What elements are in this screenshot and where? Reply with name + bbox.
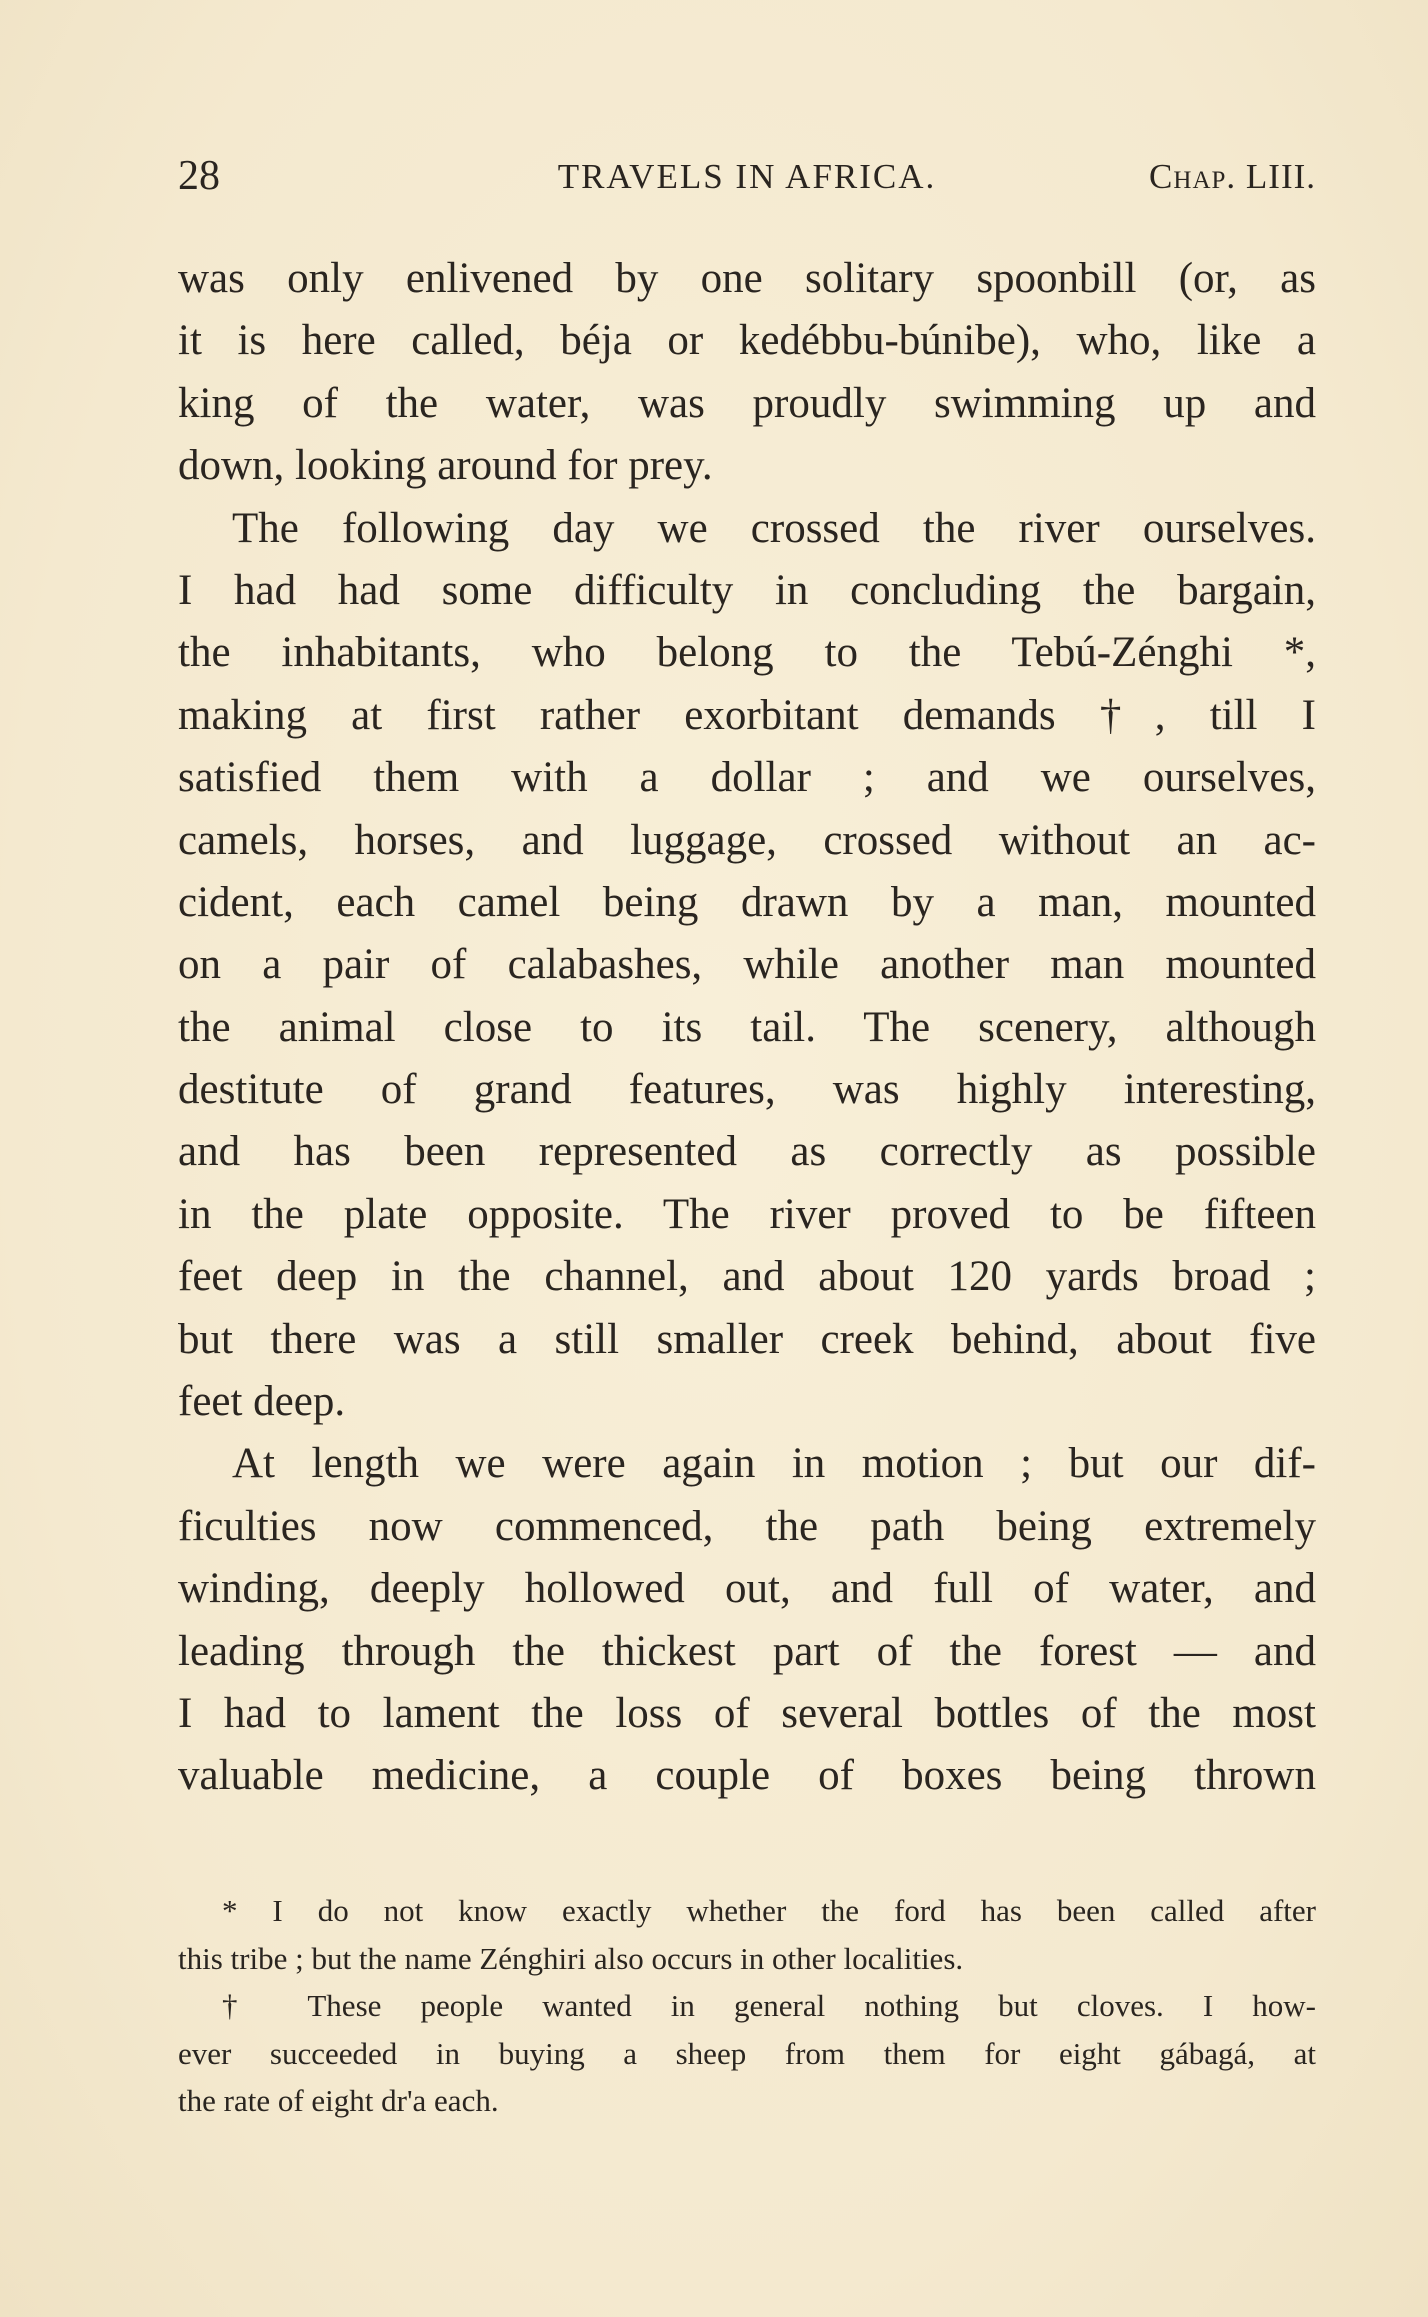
text-line: I had to lament the loss of several bottles of the most bbox=[178, 1689, 1316, 1737]
text-line: leading through the thickest part of the forest — and bbox=[178, 1627, 1316, 1675]
text-line: winding, deeply hollowed out, and full of water, and bbox=[178, 1565, 1316, 1613]
text-line: the animal close to its tail. The scenery, although bbox=[178, 1003, 1316, 1051]
text-line: feet deep in the channel, and about 120 yards broad ; bbox=[178, 1253, 1316, 1301]
footnote-line: ever succeeded in buying a sheep from them for eight gábagá, at bbox=[178, 2035, 1316, 2071]
text-line: satisfied them with a dollar ; and we ourselves, bbox=[178, 754, 1316, 802]
text-line: cident, each camel being drawn by a man, mounted bbox=[178, 878, 1316, 926]
text-line: the inhabitants, who belong to the Tebú-Zénghi *, bbox=[178, 629, 1316, 677]
text-line: ficulties now commenced, the path being extremely bbox=[178, 1502, 1316, 1550]
main-text bbox=[178, 248, 1316, 1808]
text-line: At length we were again in motion ; but our dif- bbox=[232, 1440, 1316, 1488]
text-line: was only enlivened by one solitary spoonbill (or, as bbox=[178, 255, 1316, 302]
running-title: TRAVELS IN AFRICA. bbox=[557, 157, 937, 196]
chapter-label: Chap. LIII. bbox=[1149, 157, 1316, 196]
text-line: but there was a still smaller creek behind, about five bbox=[178, 1315, 1316, 1363]
footnote-line: † These people wanted in general nothing but cloves. I how- bbox=[222, 1988, 1316, 2023]
text-line: down, looking around for prey. bbox=[178, 442, 713, 490]
running-header bbox=[178, 152, 1316, 212]
text-line: The following day we crossed the river ourselves. bbox=[232, 504, 1316, 552]
text-line: making at first rather exorbitant demands †, till I bbox=[178, 691, 1316, 739]
text-line: in the plate opposite. The river proved to be fifteen bbox=[178, 1190, 1316, 1238]
text-line: destitute of grand features, was highly interesting, bbox=[178, 1066, 1316, 1114]
footnotes bbox=[178, 1887, 1316, 2125]
text-line: and has been represented as correctly as possible bbox=[178, 1128, 1316, 1176]
page-number: 28 bbox=[178, 153, 220, 199]
text-line: valuable medicine, a couple of boxes being thrown bbox=[178, 1752, 1316, 1800]
footnote-line: this tribe ; but the name Zénghiri also occurs in other localities. bbox=[178, 1940, 964, 1976]
text-line: camels, horses, and luggage, crossed without an ac- bbox=[178, 816, 1316, 864]
footnote-line: * I do not know exactly whether the ford has been called after bbox=[222, 1893, 1316, 1928]
text-line: on a pair of calabashes, while another man mounted bbox=[178, 941, 1316, 989]
footnote-line: the rate of eight dr'a each. bbox=[178, 2083, 499, 2118]
text-line: I had had some difficulty in concluding the bargain, bbox=[178, 566, 1316, 614]
text-line: it is here called, béja or kedébbu-búnibe), who, like a bbox=[178, 317, 1316, 365]
text-line: feet deep. bbox=[178, 1378, 346, 1426]
text-line: king of the water, was proudly swimming up and bbox=[178, 379, 1316, 427]
